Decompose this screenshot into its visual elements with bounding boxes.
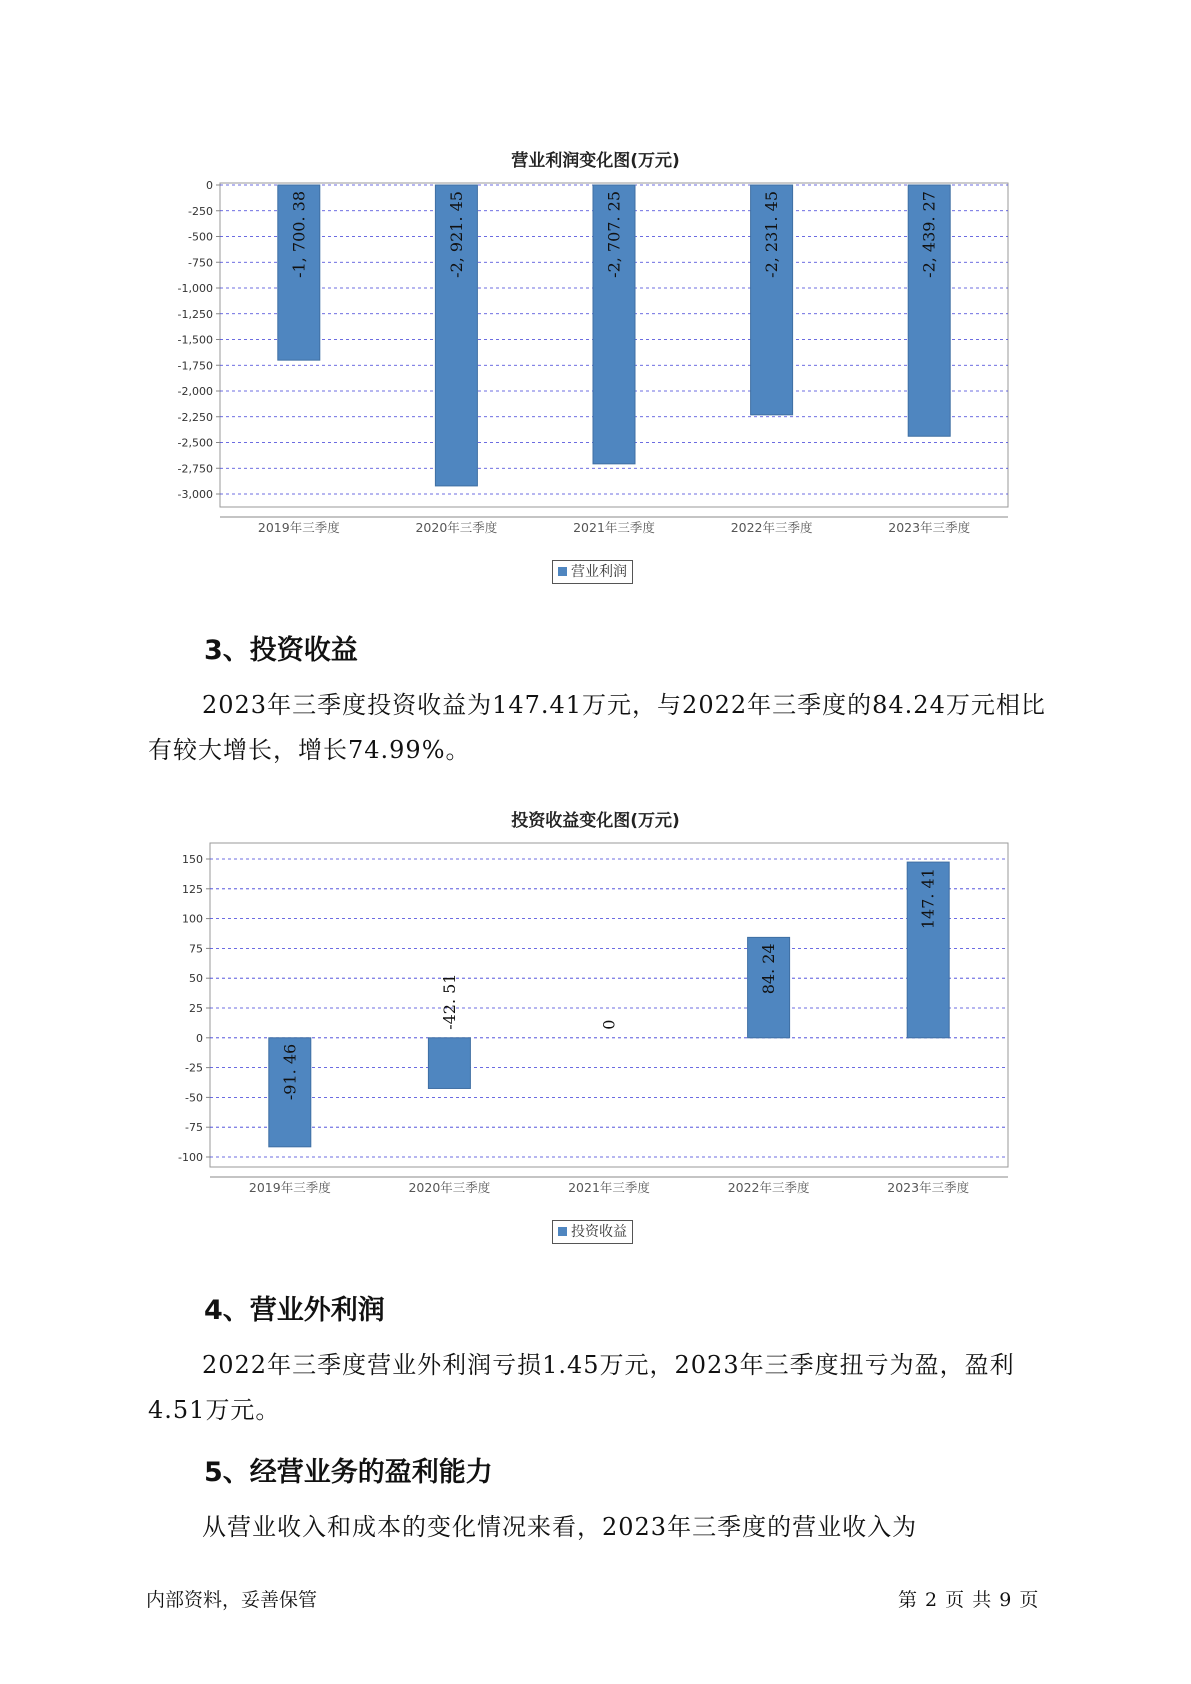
y-tick-label: -250 [188,204,213,218]
y-tick-label: -1,500 [177,333,213,347]
plot-area [210,843,1008,1167]
section3-heading: 3、投资收益 [204,635,358,666]
bar-value-label: 84. 24 [759,943,779,995]
bar-value-label: -42. 51 [439,973,459,1030]
investment-income-chart-svg [0,835,1191,1200]
y-tick-label: 100 [182,912,203,926]
y-tick-label: -100 [178,1151,203,1164]
y-tick-label: 50 [189,972,203,986]
chart1-legend [552,560,633,584]
y-tick-label: -1,000 [177,282,213,295]
chart2-legend [552,1220,633,1244]
bar-value-label: -2, 921. 45 [446,191,466,278]
y-tick-label: 25 [189,1002,203,1015]
section3-paragraph: 2023年三季度投资收益为147.41万元，与2022年三季度的84.24万元相比有较大增长，增长74.99%。 [148,691,1046,764]
y-tick-label: 125 [182,882,203,896]
section5-paragraph: 从营业收入和成本的变化情况来看，2023年三季度的营业收入为 [202,1513,918,1541]
x-category-label: 2020年三季度 [408,1180,491,1195]
footer-confidential-note: 内部资料，妥善保管 [146,1589,318,1611]
bar-value-label: -2, 231. 45 [762,191,782,278]
y-tick-label: 0 [206,179,213,192]
x-category-label: 2019年三季度 [257,520,340,535]
y-tick-label: -2,000 [177,385,213,398]
x-category-label: 2021年三季度 [573,520,655,535]
y-tick-label: -2,750 [177,462,213,476]
x-category-label: 2022年三季度 [727,1180,810,1195]
y-tick-label: -50 [185,1091,203,1105]
chart2-title: 投资收益变化图(万元) [511,811,680,831]
operating-profit-chart-svg [0,175,1191,540]
x-category-label: 2023年三季度 [887,1180,970,1195]
x-category-label: 2021年三季度 [568,1180,650,1195]
y-tick-label: 150 [182,853,203,866]
section4-paragraph: 2022年三季度营业外利润亏损1.45万元，2023年三季度扭亏为盈，盈利4.51万元。 [148,1351,1015,1424]
y-tick-label: -500 [188,230,213,244]
bar-value-label: -1, 700. 38 [289,191,309,278]
y-tick-label: -1,250 [177,307,213,321]
y-tick-label: -3,000 [177,488,213,501]
y-tick-label: -75 [185,1121,203,1135]
y-tick-label: -2,250 [177,410,213,424]
footer-page-number: 第 2 页 共 9 页 [898,1589,1039,1611]
chart2-legend-label: 投资收益 [571,1224,627,1240]
x-category-label: 2023年三季度 [888,520,971,535]
bar-value-label: -2, 707. 25 [604,191,624,278]
section4-heading: 4、营业外利润 [204,1295,385,1326]
legend-swatch [558,567,567,576]
bar-value-label: -2, 439. 27 [919,191,939,278]
operating-profit-chart [0,175,1191,540]
bar-value-label: 147. 41 [918,868,938,930]
investment-income-chart [0,835,1191,1200]
chart1-title: 营业利润变化图(万元) [511,151,680,171]
y-tick-label: 75 [189,942,203,956]
y-tick-label: -1,750 [177,359,213,373]
y-tick-label: -25 [185,1061,203,1075]
x-category-label: 2019年三季度 [248,1180,331,1195]
chart1-legend-label: 营业利润 [571,564,627,580]
bar [428,1038,470,1089]
x-category-label: 2020年三季度 [415,520,498,535]
y-tick-label: -2,500 [177,436,213,450]
legend-swatch [558,1227,567,1236]
y-tick-label: -750 [188,256,213,270]
x-category-label: 2022年三季度 [730,520,813,535]
y-tick-label: 0 [196,1031,203,1045]
bar-value-label: -91. 46 [280,1043,300,1101]
bar-value-label: 0 [599,1019,619,1030]
section5-heading: 5、经营业务的盈利能力 [204,1457,493,1488]
